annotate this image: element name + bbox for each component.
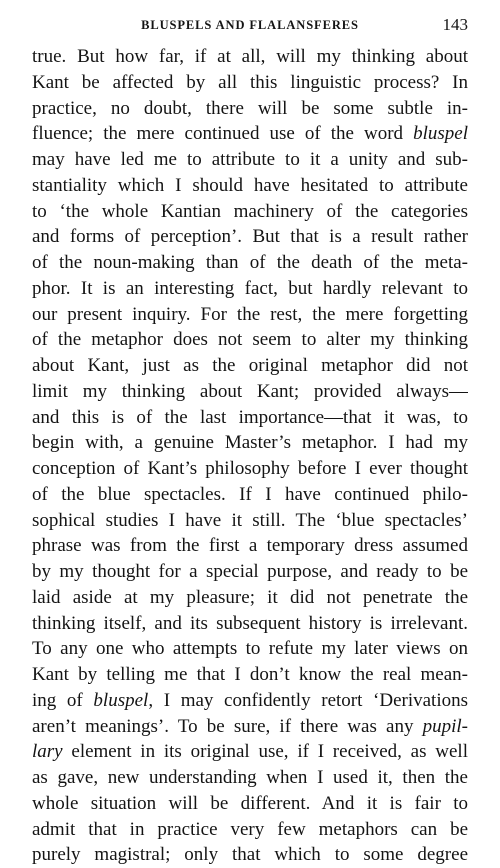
text-line: phrase was from the first a temporary dress assumed: [32, 535, 468, 557]
text-line: admit that in practice very few metaphors can be: [32, 818, 468, 840]
text-line: as gave, new understanding when I used it, then the: [32, 767, 468, 788]
text-line: Kant by telling me that I don’t know the real mean-: [32, 664, 468, 685]
text-line: to ‘the whole Kantian machinery of the categories: [32, 200, 468, 222]
text-line: stantiality which I should have hesitated to attribute: [32, 174, 468, 196]
page-number: 143: [442, 15, 468, 34]
text-line: limit my thinking about Kant; provided always—: [32, 380, 468, 402]
text-line: true. But how far, if at all, will my thinking about: [32, 46, 468, 67]
text-line: ing of bluspel, I may confidently retort ‘Derivations: [32, 689, 468, 711]
running-head: [32, 14, 468, 36]
text-line: whole situation will be different. And it is fair to: [32, 792, 468, 814]
text-line: conception of Kant’s philosophy before I ever thought: [32, 458, 468, 479]
text-line: thinking itself, and its subsequent history is irrelevant.: [32, 612, 468, 634]
text-line: aren’t meanings’. To be sure, if there was any pupil-: [32, 715, 468, 737]
text-line: laid aside at my pleasure; it did not penetrate the: [32, 586, 468, 608]
running-title: BLUSPELS AND FLALANSFERES: [141, 18, 359, 32]
text-line: of the metaphor does not seem to alter my thinking: [32, 329, 468, 351]
text-line: of the blue spectacles. If I have continued philo-: [32, 483, 468, 505]
text-line: by my thought for a special purpose, and ready to be: [32, 561, 468, 582]
body-text: [32, 44, 468, 868]
text-line: lary element in its original use, if I received, as well: [32, 741, 468, 763]
text-line: purely magistral; only that which to some degree: [32, 844, 468, 866]
text-line: phor. It is an interesting fact, but hardly relevant to: [32, 277, 468, 299]
text-line: begin with, a genuine Master’s metaphor. I had my: [32, 432, 468, 454]
text-line: may have led me to attribute to it a unity and sub-: [32, 149, 468, 170]
text-line: and this is of the last importance—that it was, to: [32, 406, 468, 428]
text-line: To any one who attempts to refute my later views on: [32, 638, 468, 660]
text-line: of the noun-making than of the death of the meta-: [32, 252, 468, 273]
text-line: practice, no doubt, there will be some subtle in-: [32, 97, 468, 119]
text-line: Kant be affected by all this linguistic process? In: [32, 71, 468, 93]
text-line: our present inquiry. For the rest, the mere forgetting: [32, 303, 468, 325]
text-line: and forms of perception’. But that is a result rather: [32, 226, 468, 248]
text-line: about Kant, just as the original metaphor did not: [32, 355, 468, 376]
text-line: sophical studies I have it still. The ‘blue spectacles’: [32, 509, 468, 531]
text-line: fluence; the mere continued use of the word bluspel: [32, 123, 468, 145]
